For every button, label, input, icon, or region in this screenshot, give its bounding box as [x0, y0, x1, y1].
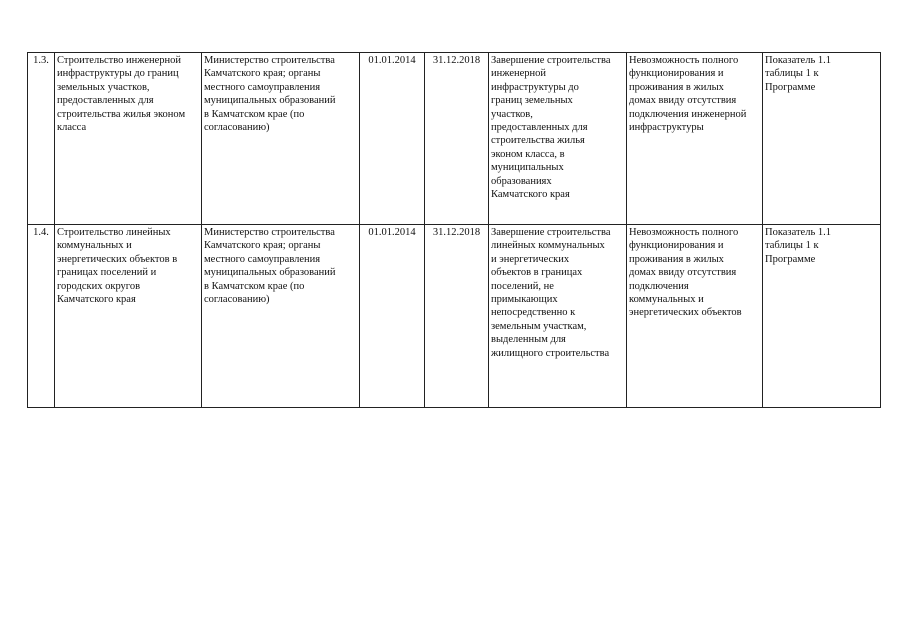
start-date: 01.01.2014 — [360, 225, 425, 408]
expected-result: Завершение строительства инженерной инфраструктуры до границ земельных участков, предоставленных для строительства жилья эконом класса, в муниципальных образованиях Камчатского края — [489, 53, 627, 225]
end-date: 31.12.2018 — [425, 53, 489, 225]
indicator-link: Показатель 1.1 таблицы 1 к Программе — [763, 53, 881, 225]
measure-name: Строительство инженерной инфраструктуры до границ земельных участков, предоставленных для строительства жилья эконом класса — [55, 53, 202, 225]
expected-result: Завершение строительства линейных коммунальных и энергетических объектов в границах поселений, не примыкающих непосредственно к земельным участкам, выделенным для жилищного строительства — [489, 225, 627, 408]
responsible-executor: Министерство строительства Камчатского края; органы местного самоуправления муниципальных образований в Камчатском крае (по согласованию) — [202, 225, 360, 408]
end-date: 31.12.2018 — [425, 225, 489, 408]
table-row — [28, 225, 881, 408]
indicator-link: Показатель 1.1 таблицы 1 к Программе — [763, 225, 881, 408]
non-implementation-consequences: Невозможность полного функционирования и проживания в жилых домах ввиду отсутствия подключения инженерной инфраструктуры — [627, 53, 763, 225]
program-measures-table — [27, 52, 881, 408]
start-date: 01.01.2014 — [360, 53, 425, 225]
non-implementation-consequences: Невозможность полного функционирования и проживания в жилых домах ввиду отсутствия подключения коммунальных и энергетических объектов — [627, 225, 763, 408]
responsible-executor: Министерство строительства Камчатского края; органы местного самоуправления муниципальных образований в Камчатском крае (по согласованию) — [202, 53, 360, 225]
row-number: 1.3. — [28, 53, 55, 225]
measure-name: Строительство линейных коммунальных и энергетических объектов в границах поселений и городских округов Камчатского края — [55, 225, 202, 408]
row-number: 1.4. — [28, 225, 55, 408]
table-row — [28, 53, 881, 225]
